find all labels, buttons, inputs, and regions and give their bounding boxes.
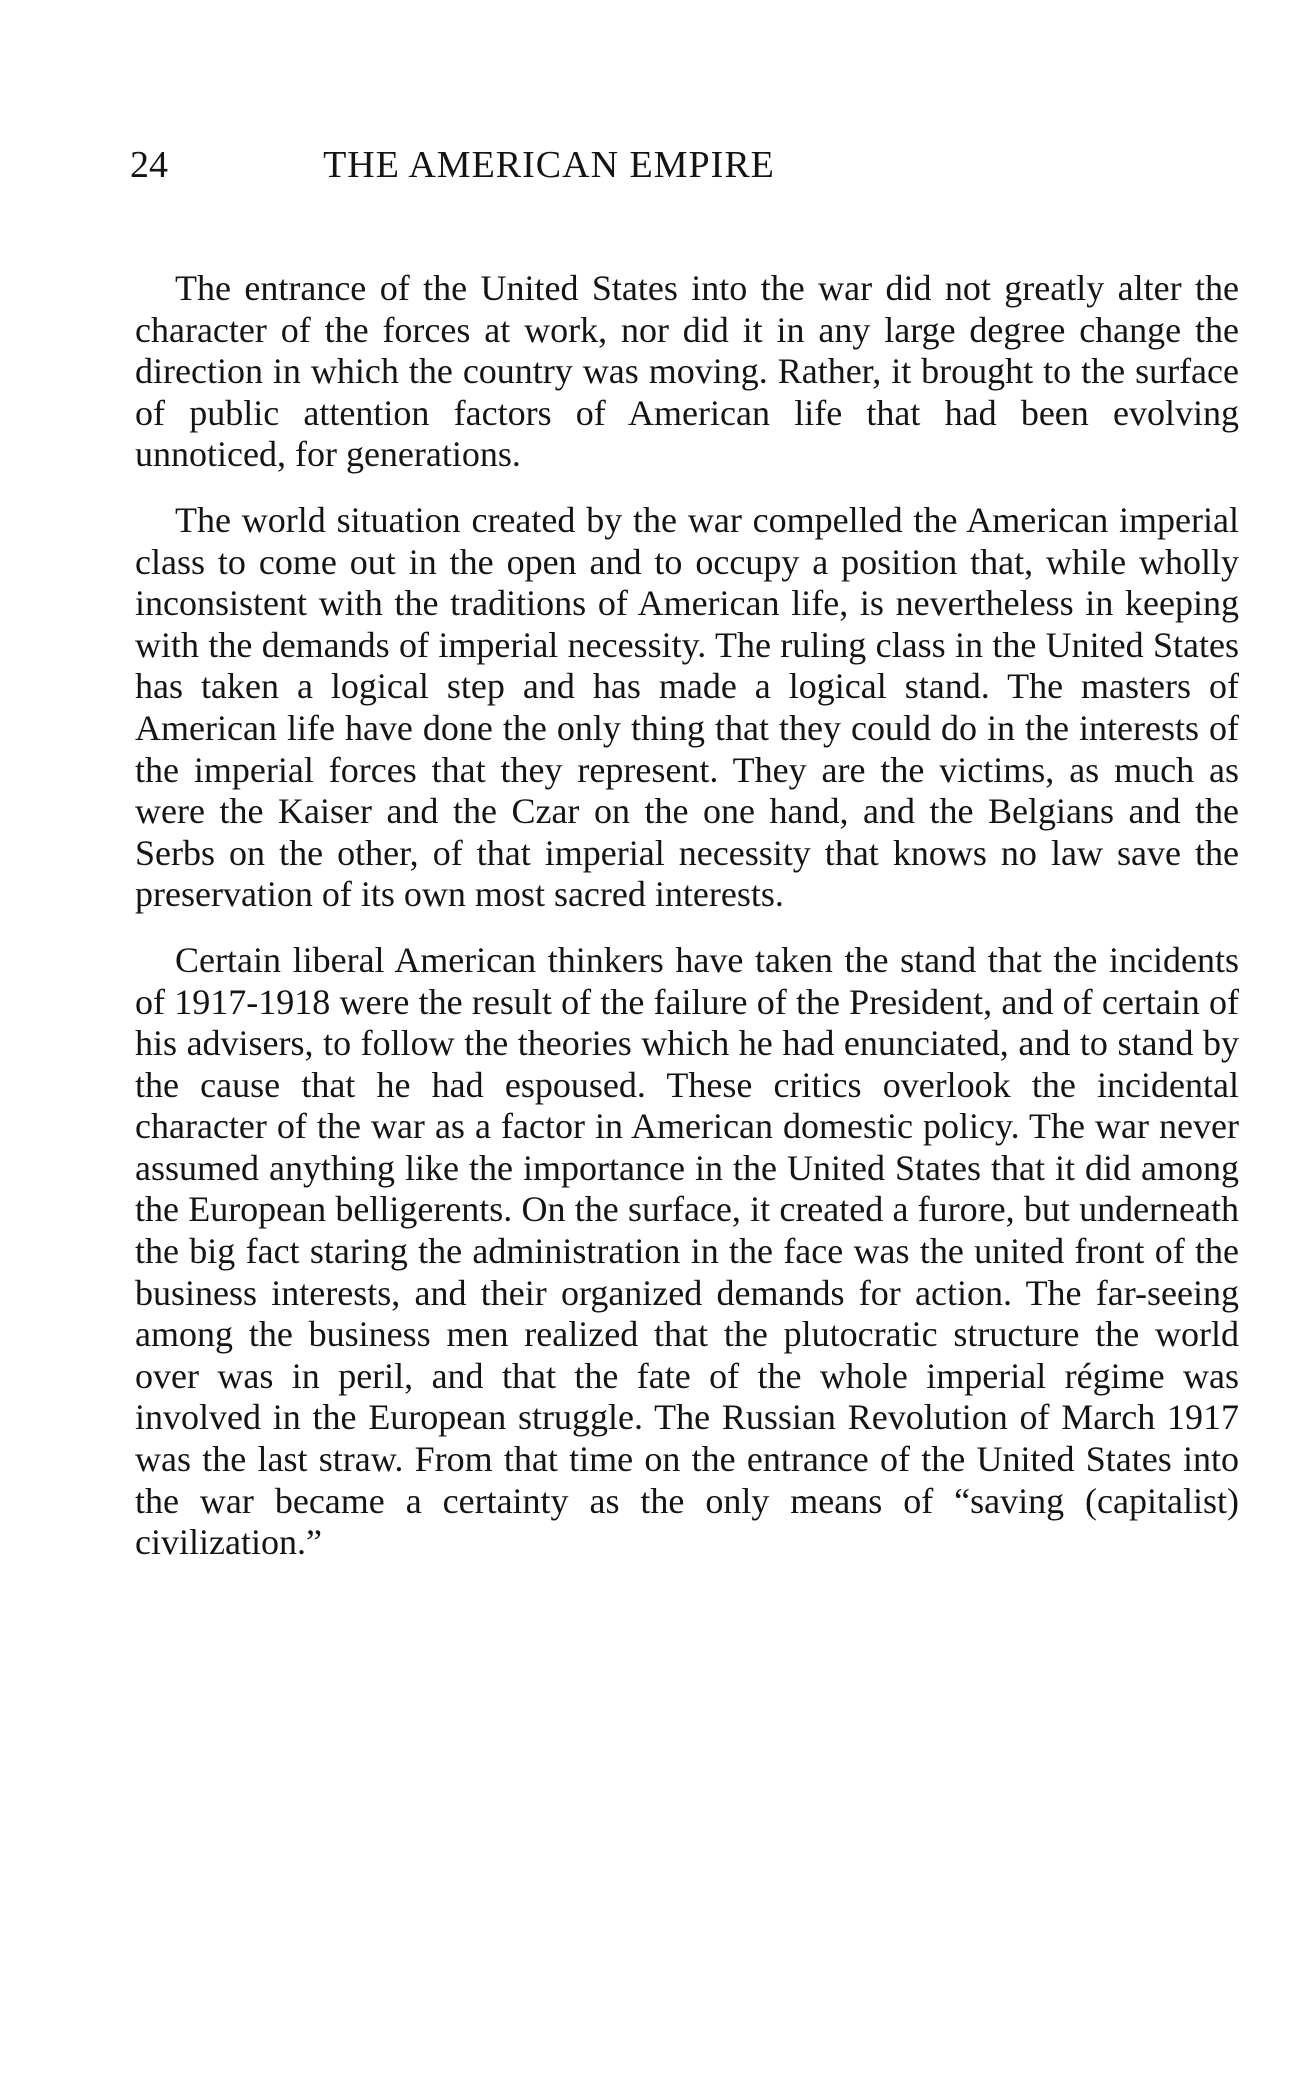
paragraph-3: Certain liberal American thinkers have taken the stand that the incidents of 1917-1918 were the result of the failure of the President, and of certain of his advisers, to follow the theories which he had enunciated, and to stand by the cause that he had espoused. These critics overlook the incidental character of the war as a factor in American domestic policy. The war never assumed anything like the importance in the United States that it did among the European belligerents. On the surface, it created a furore, but underneath the big fact staring the administration in the face was the united front of the business interests, and their organized demands for action. The far-seeing among the business men realized that the plutocratic structure the world over was in peril, and that the fate of the whole imperial régime was involved in the European struggle. The Russian Revolution of March 1917 was the last straw. From that time on the entrance of the United States into the war became a certainty as the only means of “saving (capitalist) civilization.” [135,939,1239,1563]
body-text [135,268,1239,1588]
paragraph-2: The world situation created by the war compelled the American imperial class to come out in the open and to occupy a position that, while wholly inconsistent with the traditions of American life, is nevertheless in keeping with the demands of imperial necessity. The ruling class in the United States has taken a logical step and has made a logical stand. The masters of American life have done the only thing that they could do in the interests of the imperial forces that they represent. They are the victims, as much as were the Kaiser and the Czar on the one hand, and the Belgians and the Serbs on the other, of that imperial necessity that knows no law save the preservation of its own most sacred interests. [135,499,1239,915]
page-header [130,140,1245,190]
paragraph-1: The entrance of the United States into the war did not greatly alter the character of the forces at work, nor did it in any large degree change the direction in which the country was moving. Rather, it brought to the surface of public attention factors of American life that had been evolving unnoticed, for generations. [135,268,1239,475]
page-number: 24 [130,144,168,186]
running-title: THE AMERICAN EMPIRE [323,144,775,186]
